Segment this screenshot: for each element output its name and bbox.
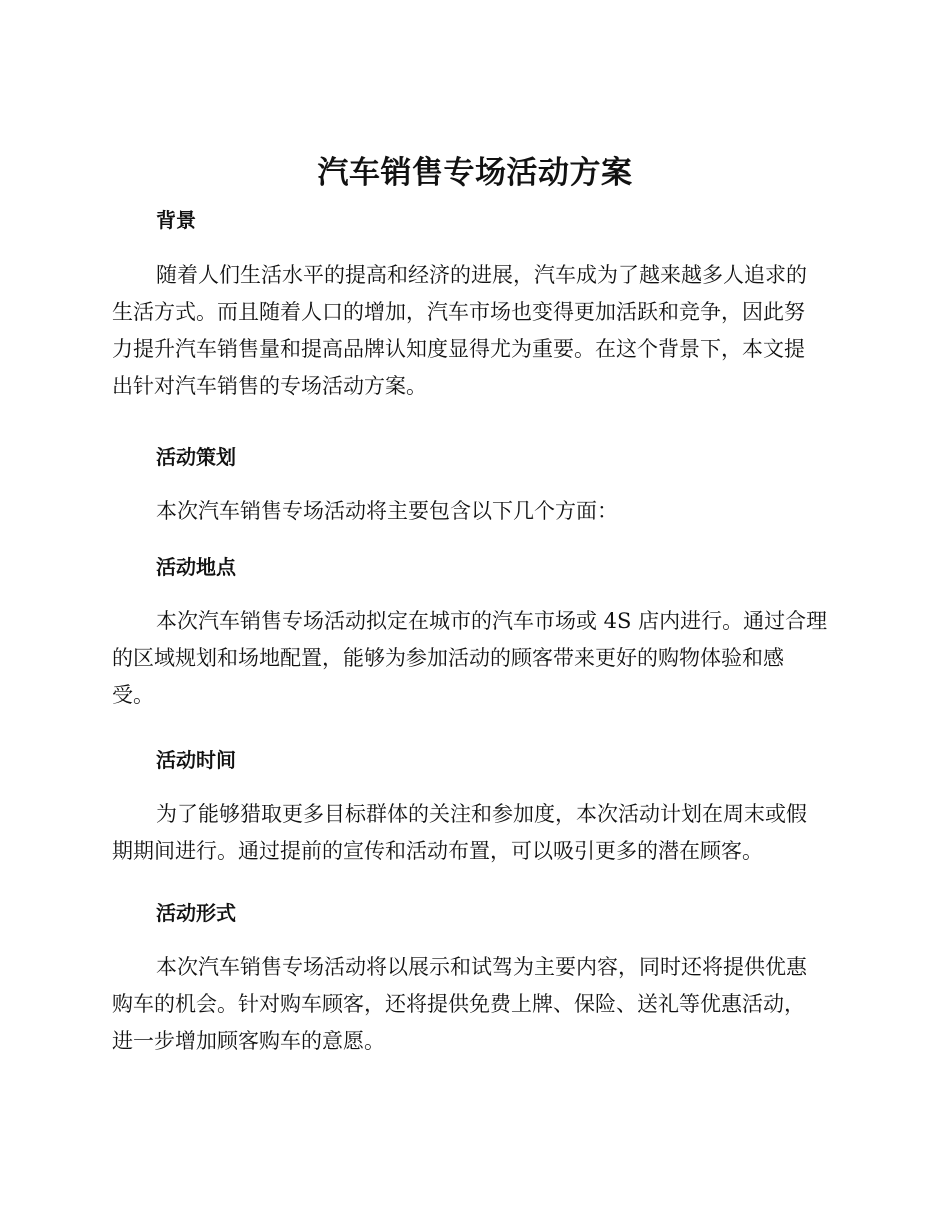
paragraph-line: 出针对汽车销售的专场活动方案。 — [112, 374, 427, 398]
paragraph-line: 的区域规划和场地配置，能够为参加活动的顾客带来更好的购物体验和感 — [112, 646, 784, 670]
paragraph-line: 期期间进行。通过提前的宣传和活动布置，可以吸引更多的潜在顾客。 — [112, 839, 763, 863]
paragraph-line: 随着人们生活水平的提高和经济的进展，汽车成为了越来越多人追求的 — [156, 263, 807, 287]
paragraph-line: 购车的机会。针对购车顾客，还将提供免费上牌、保险、送礼等优惠活动， — [112, 992, 805, 1016]
paragraph-line: 本次汽车销售专场活动将以展示和试驾为主要内容，同时还将提供优惠 — [156, 955, 807, 979]
paragraph-time — [112, 796, 840, 870]
paragraph-line: 受。 — [112, 683, 154, 707]
paragraph-planning — [112, 493, 840, 530]
paragraph-background — [112, 257, 840, 405]
section-heading-time: 活动时间 — [156, 748, 236, 772]
document-title: 汽车销售专场活动方案 — [317, 155, 633, 191]
paragraph-format — [112, 949, 840, 1060]
paragraph-line: 进一步增加顾客购车的意愿。 — [112, 1029, 385, 1053]
section-heading-location: 活动地点 — [156, 555, 236, 579]
section-heading-format: 活动形式 — [156, 901, 236, 925]
paragraph-line: 本次汽车销售专场活动将主要包含以下几个方面： — [156, 499, 618, 523]
section-heading-planning: 活动策划 — [156, 445, 236, 469]
paragraph-line: 本次汽车销售专场活动拟定在城市的汽车市场或 4S 店内进行。通过合理 — [156, 609, 828, 633]
paragraph-location — [112, 603, 840, 714]
section-heading-background: 背景 — [156, 208, 196, 232]
paragraph-line: 为了能够猎取更多目标群体的关注和参加度，本次活动计划在周末或假 — [156, 802, 807, 826]
paragraph-line: 生活方式。而且随着人口的增加，汽车市场也变得更加活跃和竞争，因此努 — [112, 300, 805, 324]
paragraph-line: 力提升汽车销售量和提高品牌认知度显得尤为重要。在这个背景下，本文提 — [112, 337, 805, 361]
